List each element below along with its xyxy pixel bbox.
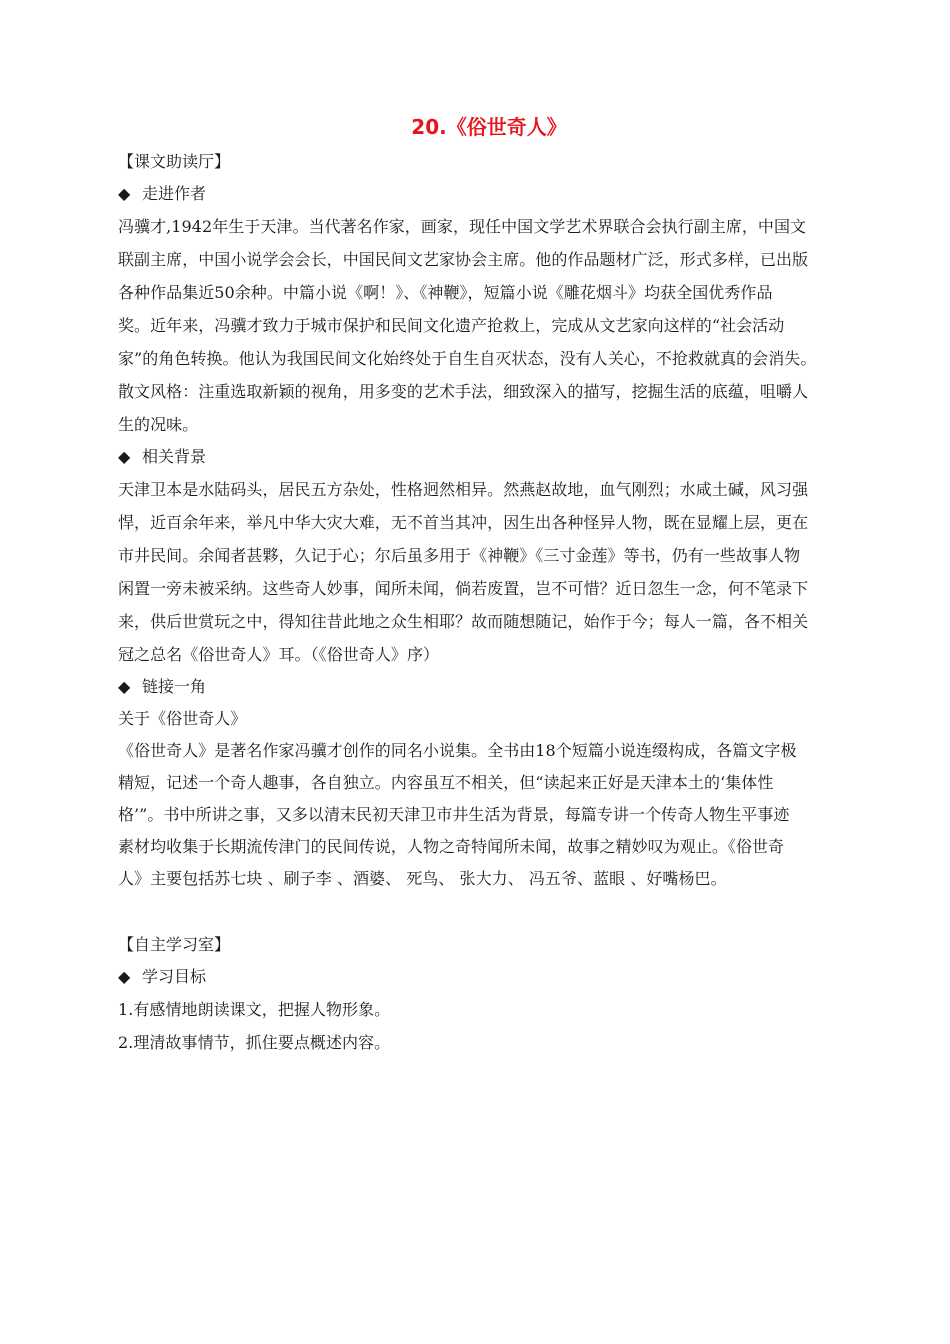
heading-background-text: 相关背景 [142, 447, 207, 466]
text-line: 来，供后世赏玩之中，得知往昔此地之众生相耶？故而随想随记，始作于今；每人一篇，各不相关 [118, 612, 809, 631]
section-label-self-study: 【自主学习室】 [118, 935, 231, 954]
text-line: 《俗世奇人》是著名作家冯骥才创作的同名小说集。全书由18个短篇小说连缀构成，各篇文字极 [118, 741, 797, 760]
text-line: 联副主席，中国小说学会会长，中国民间文艺家协会主席。他的作品题材广泛，形式多样，已出版 [118, 250, 809, 269]
text-line: 天津卫本是水陆码头，居民五方杂处，性格迥然相异。然燕赵故地，血气刚烈；水咸土碱，风习强 [118, 480, 809, 499]
text-line: 生的况味。 [118, 415, 199, 434]
section-spacer [118, 895, 840, 929]
background-paragraph [118, 473, 840, 671]
heading-link [118, 671, 840, 703]
heading-link-text: 链接一角 [142, 677, 207, 696]
diamond-bullet-icon: ◆ [118, 967, 131, 986]
diamond-bullet-icon: ◆ [118, 677, 131, 696]
diamond-bullet-icon: ◆ [118, 447, 131, 466]
text-line: 冠之总名《俗世奇人》耳。（《俗世奇人》序） [118, 645, 440, 664]
document-page [118, 112, 840, 1059]
text-line: 格’”。书中所讲之事，又多以清末民初天津卫市井生活为背景，每篇专讲一个传奇人物生平事迹 [118, 805, 790, 824]
list-item: 1.有感情地朗读课文，把握人物形象。 [118, 1000, 391, 1019]
heading-author-text: 走进作者 [142, 184, 207, 203]
text-line: 精短，记述一个奇人趣事，各自独立。内容虽互不相关，但“读起来正好是天津本土的‘集体性 [118, 773, 774, 792]
text-line: 市井民间。余闻者甚夥，久记于心；尔后虽多用于《神鞭》《三寸金莲》等书，仍有一些故事人物 [118, 546, 801, 565]
heading-goals [118, 961, 840, 993]
heading-goals-text: 学习目标 [142, 967, 207, 986]
heading-background [118, 441, 840, 473]
text-line: 奖。近年来，冯骥才致力于城市保护和民间文化遗产抢救上，完成从文艺家向这样的“社会活动 [118, 316, 785, 335]
text-line: 人》主要包括苏七块 、刷子李 、酒婆、 死鸟、 张大力、 冯五爷、蓝眼 、好嘴杨巴。 [118, 869, 727, 888]
text-line: 散文风格：注重选取新颖的视角，用多变的艺术手法，细致深入的描写，挖掘生活的底蕴，咀嚼人 [118, 382, 809, 401]
diamond-bullet-icon: ◆ [118, 184, 131, 203]
page-title: 20.《俗世奇人》 [411, 115, 567, 139]
text-line: 素材均收集于长期流传津门的民间传说，人物之奇特闻所未闻，故事之精妙叹为观止。《俗世奇 [118, 837, 785, 856]
heading-author [118, 178, 840, 210]
text-line: 家”的角色转换。他认为我国民间文化始终处于自生自灭状态，没有人关心，不抢救就真的会消失。 [118, 349, 817, 368]
text-line: 冯骥才,1942年生于天津。当代著名作家，画家，现任中国文学艺术界联合会执行副主席，中国文 [118, 217, 807, 236]
section-label-reading-hall: 【课文助读厅】 [118, 152, 231, 171]
goals-list [118, 993, 840, 1059]
text-line: 各种作品集近50余种。中篇小说《啊！》、《神鞭》，短篇小说《雕花烟斗》均获全国优秀作品 [118, 283, 773, 302]
link-subheading: 关于《俗世奇人》 [118, 709, 247, 728]
list-item: 2.理清故事情节，抓住要点概述内容。 [118, 1033, 391, 1052]
text-line: 闲置一旁未被采纳。这些奇人妙事，闻所未闻，倘若废置，岂不可惜？近日忽生一念，何不笔录下 [118, 579, 809, 598]
link-paragraph [118, 703, 840, 895]
author-paragraph [118, 210, 840, 441]
text-line: 悍，近百余年来，举凡中华大灾大难，无不首当其冲，因生出各种怪异人物，既在显耀上层，更在 [118, 513, 809, 532]
